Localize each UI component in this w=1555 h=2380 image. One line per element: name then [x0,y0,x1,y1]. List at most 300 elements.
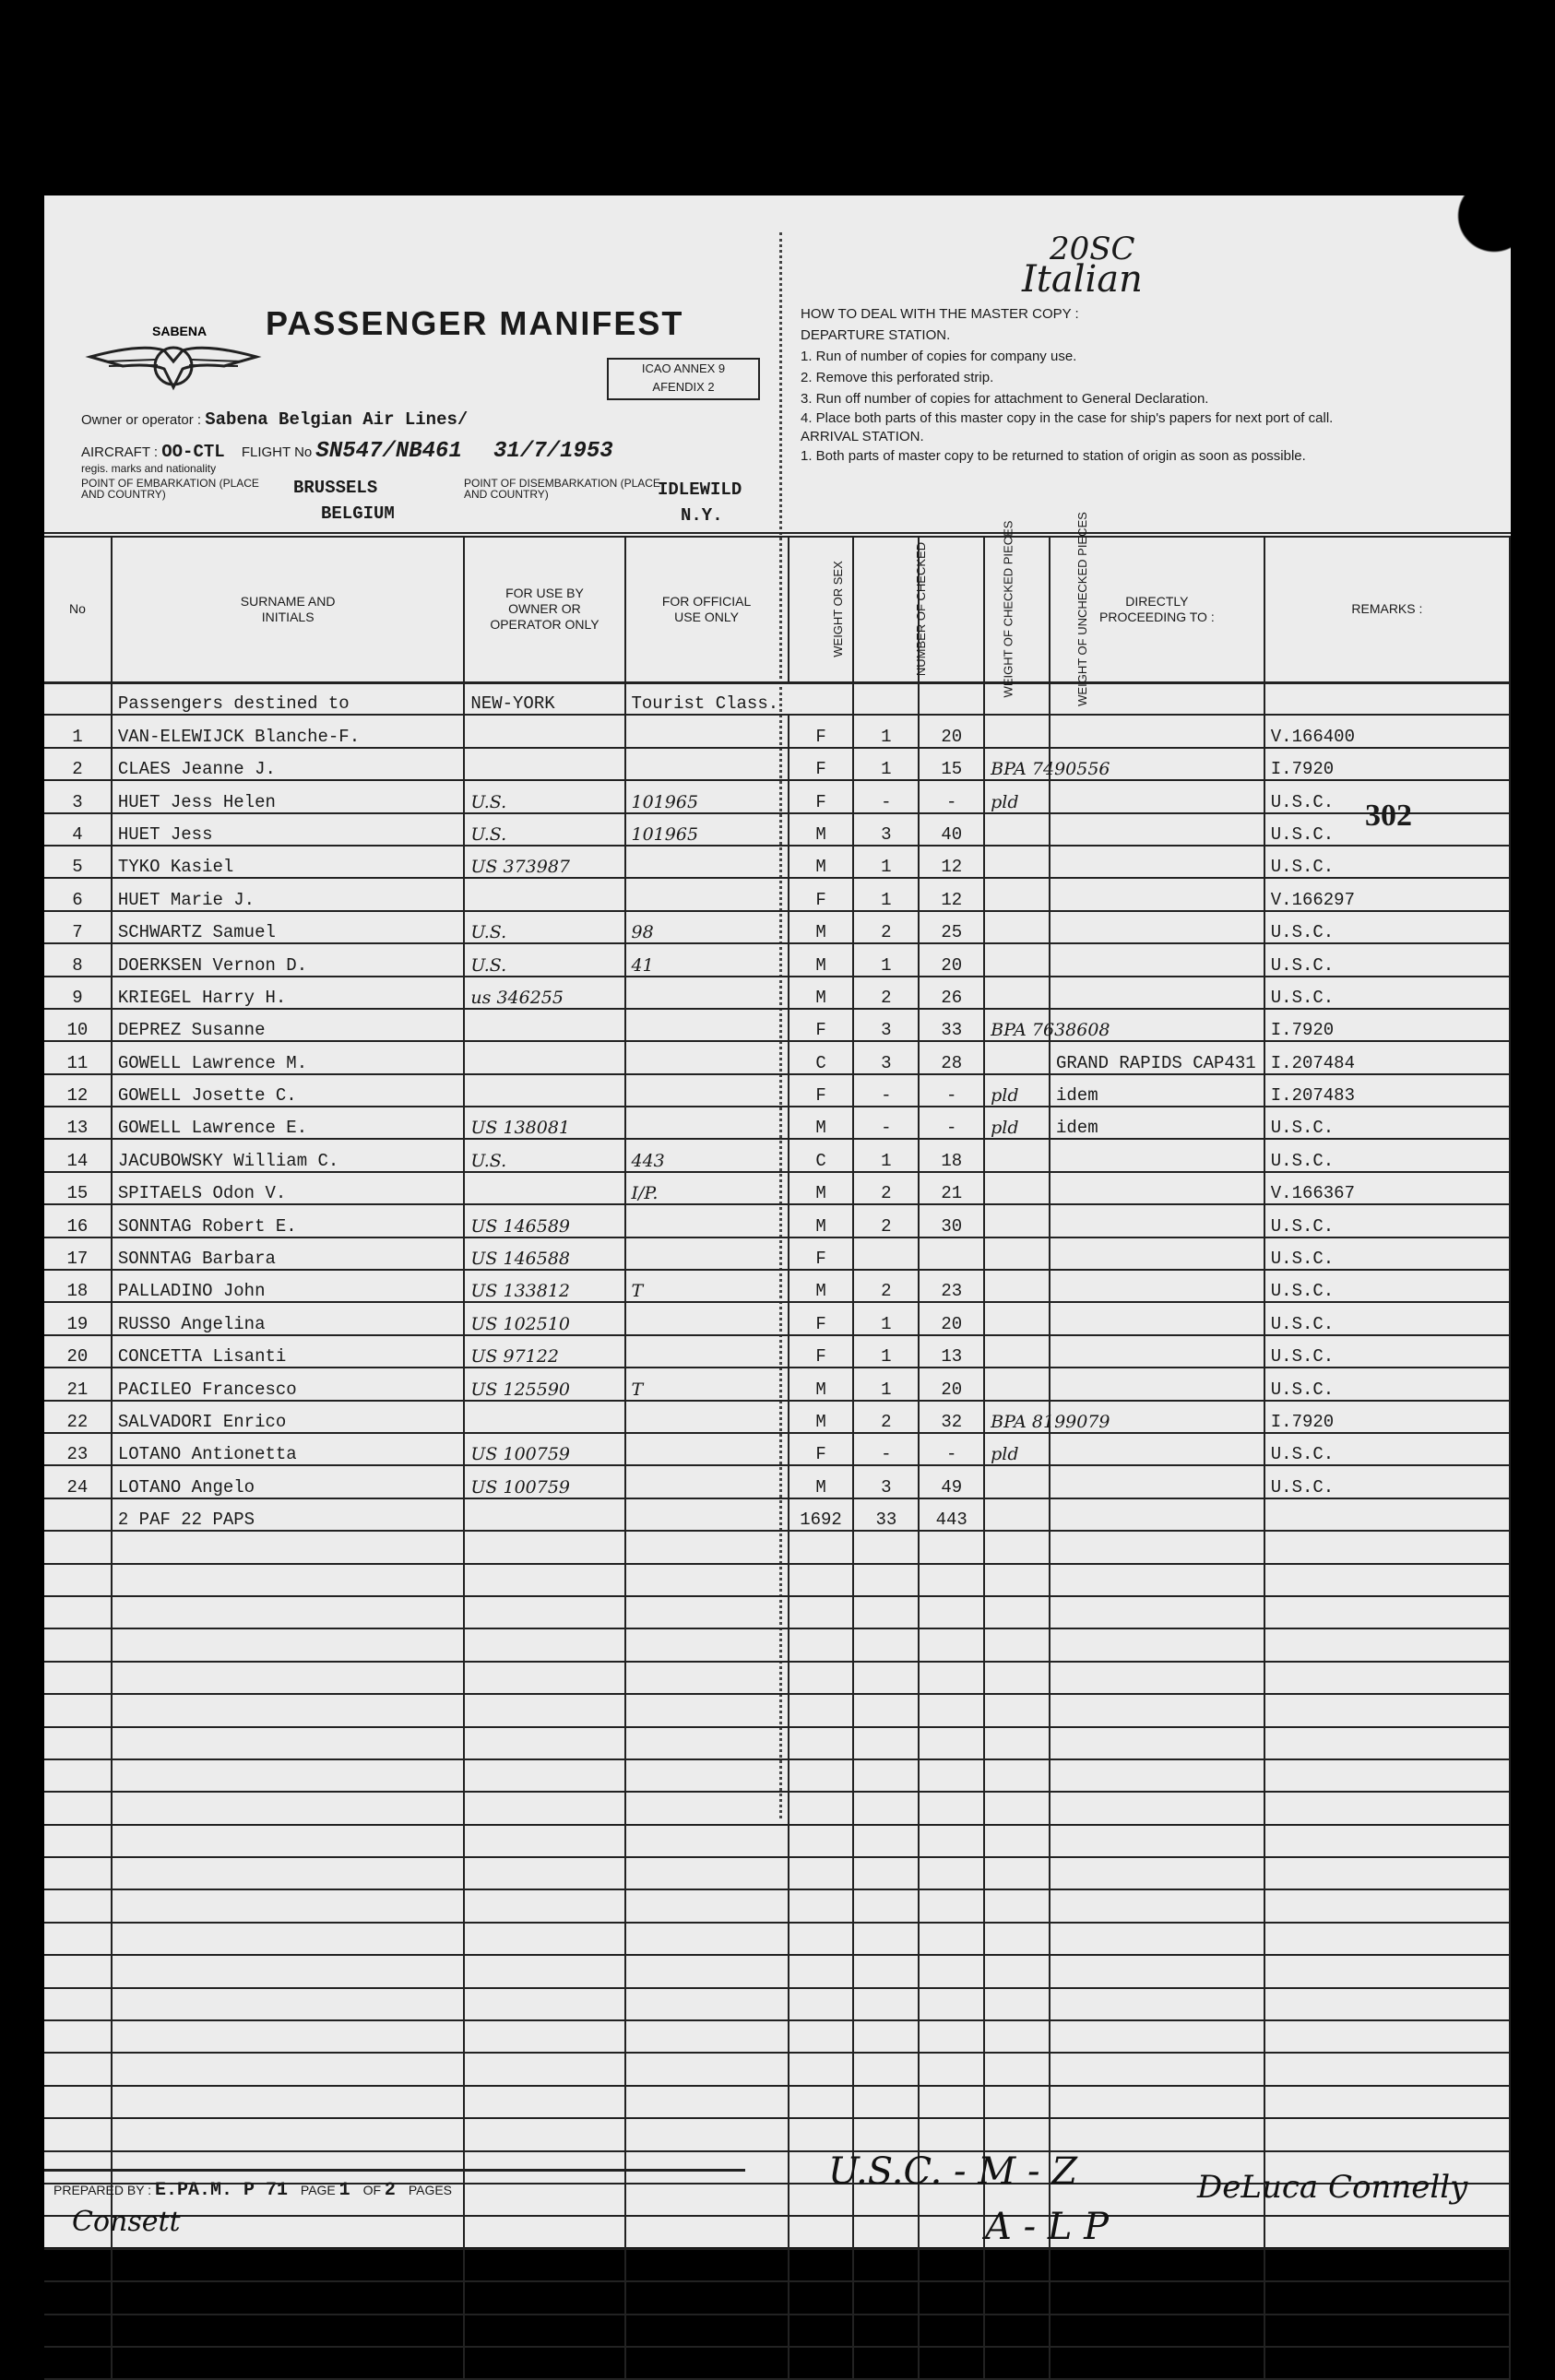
table-row [44,1041,1510,1073]
cell-rem: U.S.C. [1264,1204,1510,1237]
empty-cell [44,1628,112,1661]
cell-wt: - [919,1433,984,1465]
empty-cell [112,1988,465,2020]
aircraft-sub: regis. marks and nationality [81,462,217,475]
empty-cell [1264,2281,1510,2314]
cell-name: SONNTAG Robert E. [112,1204,465,1237]
cell-sex: F [789,1335,854,1368]
cell-owner [464,878,624,910]
empty-cell [853,2347,919,2379]
empty-row [44,1857,1510,1889]
empty-cell [112,1531,465,1563]
empty-cell [789,1727,854,1759]
cell-wt: 30 [919,1204,984,1237]
cell-rem: U.S.C. [1264,1302,1510,1334]
table-row [44,1009,1510,1041]
section-no [44,682,112,715]
cell-no: 22 [44,1401,112,1433]
empty-cell [1264,1759,1510,1792]
instr-step5: 1. Both parts of master copy to be returned to station of origin as soon as possible. [801,448,1306,464]
cell-wt: 12 [919,846,984,878]
empty-cell [1050,1694,1264,1726]
cell-dir [1050,1335,1264,1368]
empty-cell [789,1531,854,1563]
cell-wt: 20 [919,1368,984,1400]
empty-cell [984,2249,1050,2281]
cell-rem: U.S.C. [1264,846,1510,878]
cell-wt: 20 [919,943,984,976]
empty-cell [919,1759,984,1792]
cell-pcs: 2 [853,911,919,943]
cell-rem: I.7920 [1264,1009,1510,1041]
empty-cell [464,1564,624,1596]
cell-rem: U.S.C. [1264,780,1510,812]
empty-cell [1264,1596,1510,1628]
empty-cell [984,2020,1050,2053]
empty-cell [112,1955,465,1987]
cell-owner: US 100759 [464,1465,624,1498]
empty-row [44,1694,1510,1726]
empty-cell [112,1662,465,1694]
section-line [44,682,1510,715]
cell-pcs: - [853,1074,919,1107]
cell-pcs: 1 [853,878,919,910]
empty-cell [1050,1759,1264,1792]
empty-row [44,1531,1510,1563]
cell-dir [1050,846,1264,878]
empty-cell [44,1694,112,1726]
cell-rem: I.207483 [1264,1074,1510,1107]
annex-box [607,358,760,400]
cell-rem: I.7920 [1264,1401,1510,1433]
cell-no: 10 [44,1009,112,1041]
empty-cell [1050,1857,1264,1889]
cell-unc [984,1041,1050,1073]
footer [44,2114,1511,2247]
empty-cell [625,1955,789,1987]
cell-official [625,846,789,878]
cell-rem: V.166297 [1264,878,1510,910]
empty-cell [625,1531,789,1563]
cell-name: PACILEO Francesco [112,1368,465,1400]
cell-rem: U.S.C. [1264,911,1510,943]
empty-cell [44,1889,112,1922]
cell-pcs: 3 [853,1465,919,1498]
col-weight-unchecked-label: WEIGHT OF UNCHECKED PIECES [1074,512,1089,707]
empty-cell [1264,2053,1510,2085]
empty-cell [1050,1727,1264,1759]
date-value: 31/7/1953 [493,439,613,464]
empty-cell [984,1759,1050,1792]
cell-wt: 20 [919,715,984,747]
cell-rem: U.S.C. [1264,1465,1510,1498]
cell-official: 443 [625,1139,789,1171]
cell-unc [984,878,1050,910]
cell-no: 13 [44,1107,112,1139]
aircraft-label: AIRCRAFT : [81,444,159,460]
of-value: 2 [384,2180,396,2201]
cell-owner [464,1172,624,1204]
cell-wt: 28 [919,1041,984,1073]
cell-dir [1050,977,1264,1009]
cell-owner [464,715,624,747]
cell-dir [1050,1139,1264,1171]
empty-cell [853,1955,919,1987]
cell-sex: F [789,715,854,747]
table-row [44,911,1510,943]
cell-name: GOWELL Josette C. [112,1074,465,1107]
cell-rem: I.7920 [1264,748,1510,780]
cell-name: LOTANO Angelo [112,1465,465,1498]
empty-cell [1050,1988,1264,2020]
empty-cell [1050,1596,1264,1628]
cell-wt: - [919,1107,984,1139]
section-dest: NEW-YORK [464,682,624,715]
cell-no: 16 [44,1204,112,1237]
cell-official: I/P. [625,1172,789,1204]
cell-pcs: 1 [853,748,919,780]
col-remarks: REMARKS : [1264,535,1510,682]
empty-cell [464,2020,624,2053]
empty-cell [853,1694,919,1726]
cell-wt [919,1237,984,1270]
table-row [44,1237,1510,1270]
cell-unc [984,1335,1050,1368]
cell-unc [984,943,1050,976]
empty-cell [1264,2020,1510,2053]
annex-line2: AFENDIX 2 [652,380,715,394]
empty-cell [112,2020,465,2053]
empty-cell [44,1596,112,1628]
empty-cell [984,2053,1050,2085]
cell-rem: U.S.C. [1264,1368,1510,1400]
empty-cell [789,2315,854,2347]
cell-pcs: 33 [853,1498,919,1531]
empty-row [44,2020,1510,2053]
col-weight-checked-label: WEIGHT OF CHECKED PIECES [1001,520,1015,698]
disembark-city-line [658,480,742,500]
empty-cell [112,1564,465,1596]
cell-sex: C [789,1139,854,1171]
empty-cell [1264,1857,1510,1889]
empty-cell [112,2347,465,2379]
aircraft-value: OO-CTL [161,442,225,462]
instr-step4: 4. Place both parts of this master copy in the case for ship's papers for next port of call. [801,410,1334,426]
cell-pcs: 1 [853,715,919,747]
col-owner-use: FOR USE BY OWNER OR OPERATOR ONLY [464,535,624,682]
cell-pcs: 1 [853,1368,919,1400]
empty-cell [1050,2315,1264,2347]
empty-cell [1264,1727,1510,1759]
cell-dir [1050,911,1264,943]
empty-cell [984,2347,1050,2379]
cell-name: PALLADINO John [112,1270,465,1302]
empty-cell [1050,1662,1264,1694]
cell-owner: U.S. [464,911,624,943]
cell-sex: M [789,943,854,976]
empty-cell [112,2281,465,2314]
cell-name: KRIEGEL Harry H. [112,977,465,1009]
cell-pcs: 3 [853,1041,919,1073]
empty-cell [44,2249,112,2281]
flight-label: FLIGHT No [241,444,313,460]
table-header [44,535,1510,682]
cell-no: 6 [44,878,112,910]
pages-label: PAGES [408,2183,453,2197]
empty-cell [1050,2281,1264,2314]
cell-unc [984,1172,1050,1204]
empty-cell [789,2281,854,2314]
cell-dir [1050,1498,1264,1531]
cell-wt: 33 [919,1009,984,1041]
empty-cell [625,1694,789,1726]
table-row [44,748,1510,780]
empty-row [44,1988,1510,2020]
table-row [44,1270,1510,1302]
cell-name: CLAES Jeanne J. [112,748,465,780]
empty-cell [919,1531,984,1563]
table-row [44,1401,1510,1433]
empty-cell [112,2249,465,2281]
col-weight-unchecked [984,512,1089,707]
cell-no: 11 [44,1041,112,1073]
header-right [801,195,1511,537]
cell-unc: pld [984,1433,1050,1465]
empty-cell [1264,1988,1510,2020]
col-num-checked [853,535,929,682]
cell-official: 101965 [625,780,789,812]
cell-pcs: - [853,1107,919,1139]
cell-name: SCHWARTZ Samuel [112,911,465,943]
cell-official [625,748,789,780]
empty-cell [44,1792,112,1824]
empty-cell [1264,1923,1510,1955]
empty-row [44,2315,1510,2347]
empty-cell [112,2053,465,2085]
empty-cell [44,2281,112,2314]
cell-no: 14 [44,1139,112,1171]
empty-cell [853,2053,919,2085]
empty-cell [919,2347,984,2379]
cell-sex: M [789,911,854,943]
empty-cell [44,1662,112,1694]
cell-official [625,878,789,910]
instr-arrival: ARRIVAL STATION. [801,429,924,444]
empty-row [44,1628,1510,1661]
empty-cell [984,2315,1050,2347]
empty-cell [112,1857,465,1889]
cell-sex: F [789,1009,854,1041]
cell-name: HUET Jess Helen [112,780,465,812]
empty-cell [625,1792,789,1824]
cell-sex: F [789,748,854,780]
cell-no [44,1498,112,1531]
page-value: 1 [338,2180,350,2201]
table-row [44,846,1510,878]
cell-rem: I.207484 [1264,1041,1510,1073]
empty-cell [1264,1628,1510,1661]
disembark-state: N.Y. [681,505,723,526]
annex-line1: ICAO ANNEX 9 [641,361,726,375]
empty-cell [464,2281,624,2314]
empty-cell [789,1955,854,1987]
cell-name: HUET Jess [112,813,465,846]
cell-owner: U.S. [464,780,624,812]
instr-step1: 1. Run of number of copies for company use. [801,349,1077,364]
cell-no: 15 [44,1172,112,1204]
empty-row [44,1792,1510,1824]
cell-pcs: 3 [853,1009,919,1041]
cell-wt: 32 [919,1401,984,1433]
empty-row [44,1727,1510,1759]
page-title: PASSENGER MANIFEST [266,304,684,342]
cell-name: SONNTAG Barbara [112,1237,465,1270]
cell-unc [984,1302,1050,1334]
cell-official: 41 [625,943,789,976]
col-weight-sex-label: WEIGHT OR SEX [830,561,845,657]
empty-cell [44,1759,112,1792]
empty-cell [464,1628,624,1661]
cell-dir [1050,1270,1264,1302]
table-row [44,1204,1510,1237]
cell-name: JACUBOWSKY William C. [112,1139,465,1171]
empty-cell [1050,1825,1264,1857]
table-row [44,1368,1510,1400]
table-row [44,1465,1510,1498]
table-row [44,813,1510,846]
empty-cell [1264,1792,1510,1824]
empty-cell [1264,1564,1510,1596]
empty-cell [984,1727,1050,1759]
empty-cell [853,1628,919,1661]
empty-cell [44,1923,112,1955]
empty-row [44,2053,1510,2085]
empty-row [44,2347,1510,2379]
empty-cell [984,1596,1050,1628]
empty-cell [112,1727,465,1759]
cell-sex: F [789,780,854,812]
empty-cell [984,1531,1050,1563]
empty-row [44,1596,1510,1628]
empty-cell [625,1628,789,1661]
empty-cell [112,1628,465,1661]
cell-owner [464,1074,624,1107]
cell-rem [1264,1498,1510,1531]
empty-cell [464,1792,624,1824]
empty-cell [853,2020,919,2053]
table-row [44,1107,1510,1139]
table-row [44,1433,1510,1465]
empty-cell [1264,1531,1510,1563]
table-row [44,878,1510,910]
empty-cell [464,1531,624,1563]
cell-sex: C [789,1041,854,1073]
empty-row [44,2249,1510,2281]
empty-cell [789,1825,854,1857]
cell-sex: F [789,878,854,910]
empty-cell [919,2249,984,2281]
table-row [44,780,1510,812]
empty-cell [44,1531,112,1563]
empty-cell [44,1825,112,1857]
empty-cell [1050,1955,1264,1987]
empty-row [44,1759,1510,1792]
handwritten-name: Italian [1022,258,1143,301]
cell-sex: M [789,1107,854,1139]
empty-cell [789,2020,854,2053]
cell-pcs: 1 [853,1335,919,1368]
cell-sex: F [789,1237,854,1270]
embark-country: BELGIUM [321,503,395,524]
cell-no: 20 [44,1335,112,1368]
cell-unc [984,1465,1050,1498]
cell-no: 18 [44,1270,112,1302]
cell-unc: BPA 7638608 [984,1009,1050,1041]
cell-official: 98 [625,911,789,943]
empty-cell [625,1596,789,1628]
cell-name: DEPREZ Susanne [112,1009,465,1041]
empty-cell [984,1825,1050,1857]
cell-rem: U.S.C. [1264,1107,1510,1139]
empty-cell [853,1564,919,1596]
cell-unc [984,911,1050,943]
empty-cell [984,1662,1050,1694]
cell-no: 1 [44,715,112,747]
empty-cell [919,1923,984,1955]
section-empty [984,682,1050,715]
empty-cell [625,1662,789,1694]
cell-pcs: 1 [853,1139,919,1171]
cell-wt: 20 [919,1302,984,1334]
empty-cell [464,1694,624,1726]
empty-cell [1264,2347,1510,2379]
cell-wt: 13 [919,1335,984,1368]
empty-cell [112,1923,465,1955]
cell-dir [1050,780,1264,812]
cell-no: 5 [44,846,112,878]
cell-name: RUSSO Angelina [112,1302,465,1334]
empty-cell [44,2315,112,2347]
instr-heading: HOW TO DEAL WITH THE MASTER COPY : [801,306,1079,322]
handwritten-top: 20SC [1050,231,1135,267]
empty-cell [625,1564,789,1596]
table-row [44,1335,1510,1368]
empty-cell [853,1825,919,1857]
signature-c: DeLuca Connelly [1197,2169,1468,2206]
empty-cell [919,2315,984,2347]
cell-wt: - [919,1074,984,1107]
cell-unc: BPA 7490556 [984,748,1050,780]
cell-wt: 40 [919,813,984,846]
cell-owner: US 138081 [464,1107,624,1139]
table-row [44,977,1510,1009]
cell-pcs: 1 [853,846,919,878]
cell-name: GOWELL Lawrence M. [112,1041,465,1073]
cell-pcs: 1 [853,1302,919,1334]
empty-cell [1264,2249,1510,2281]
signature-b: A - L P [985,2206,1110,2248]
empty-cell [1050,1889,1264,1922]
cell-pcs: 2 [853,1204,919,1237]
empty-cell [1050,1792,1264,1824]
footer-rule [44,2169,745,2172]
of-label: OF [362,2183,382,2197]
empty-cell [112,1596,465,1628]
cell-official [625,1041,789,1073]
empty-cell [1264,1825,1510,1857]
empty-row [44,1889,1510,1922]
owner-label: Owner or operator : [81,412,202,428]
